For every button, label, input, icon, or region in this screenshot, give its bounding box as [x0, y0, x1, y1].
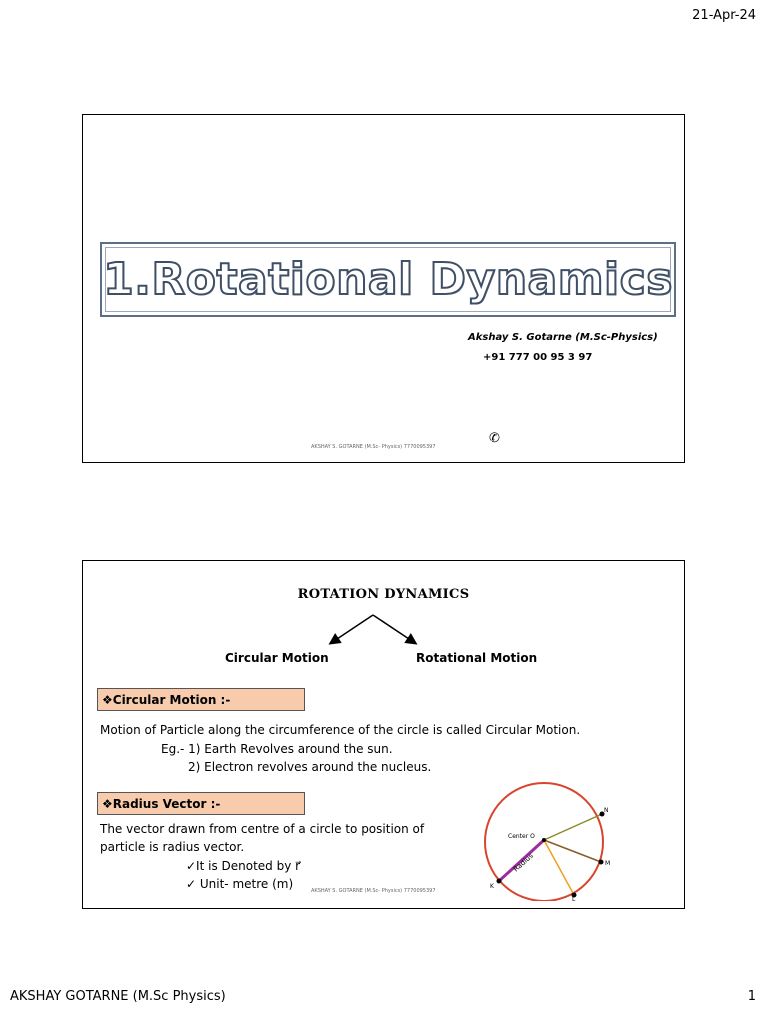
radius-label: Radius: [511, 851, 535, 874]
slide-rotation-dynamics: [82, 560, 685, 909]
page-date: 21-Apr-24: [692, 8, 756, 23]
label-k: K: [490, 883, 494, 890]
radius-vector-def-line1: The vector drawn from centre of a circle to position of: [100, 822, 425, 836]
point-m: [599, 860, 604, 865]
example-2: 2) Electron revolves around the nucleus.: [188, 760, 432, 774]
page-footer-author: AKSHAY GOTARNE (M.Sc Physics): [10, 989, 226, 1004]
author-name: Akshay S. Gotarne (M.Sc-Physics): [468, 332, 658, 343]
point-k: [497, 879, 502, 884]
radius-line-l: [544, 840, 574, 895]
bullet-denoted: ✓It is Denoted by r⃗: [186, 859, 301, 873]
branch-circular-motion: Circular Motion: [225, 651, 329, 665]
slide-footer: AKSHAY S. GOTARNE (M.Sc- Physics) 7770095397: [311, 444, 436, 450]
branch-arrows: [323, 613, 423, 649]
slide-footer: AKSHAY S. GOTARNE (M.Sc- Physics) 7770095397: [311, 888, 436, 894]
radius-vector-def-line2: particle is radius vector.: [100, 840, 245, 854]
radius-line-m: [544, 840, 601, 862]
center-label: Center O: [508, 833, 535, 840]
branch-rotational-motion: Rotational Motion: [416, 651, 538, 665]
slide-title-text: 1.Rotational Dynamics: [103, 254, 673, 305]
label-n: N: [604, 807, 609, 814]
circle-diagram: [478, 776, 618, 901]
label-m: M: [605, 860, 611, 867]
example-1: Eg.- 1) Earth Revolves around the sun.: [161, 742, 393, 756]
circular-motion-definition: Motion of Particle along the circumference of the circle is called Circular Motion.: [100, 723, 581, 737]
phone-icon: ✆: [489, 431, 500, 446]
slide-title: [82, 114, 685, 463]
label-l: L: [572, 896, 576, 901]
section-circular-motion: ❖Circular Motion :-: [97, 688, 305, 711]
slide-heading: ROTATION DYNAMICS: [297, 587, 470, 602]
section-radius-vector: ❖Radius Vector :-: [97, 792, 305, 815]
bullet-unit: ✓ Unit- metre (m): [186, 877, 294, 891]
page-number: 1: [747, 989, 756, 1004]
author-phone: +91 777 00 95 3 97: [483, 352, 593, 363]
radius-line-n: [544, 814, 602, 840]
center-point: [542, 838, 546, 842]
title-frame: [100, 242, 676, 317]
